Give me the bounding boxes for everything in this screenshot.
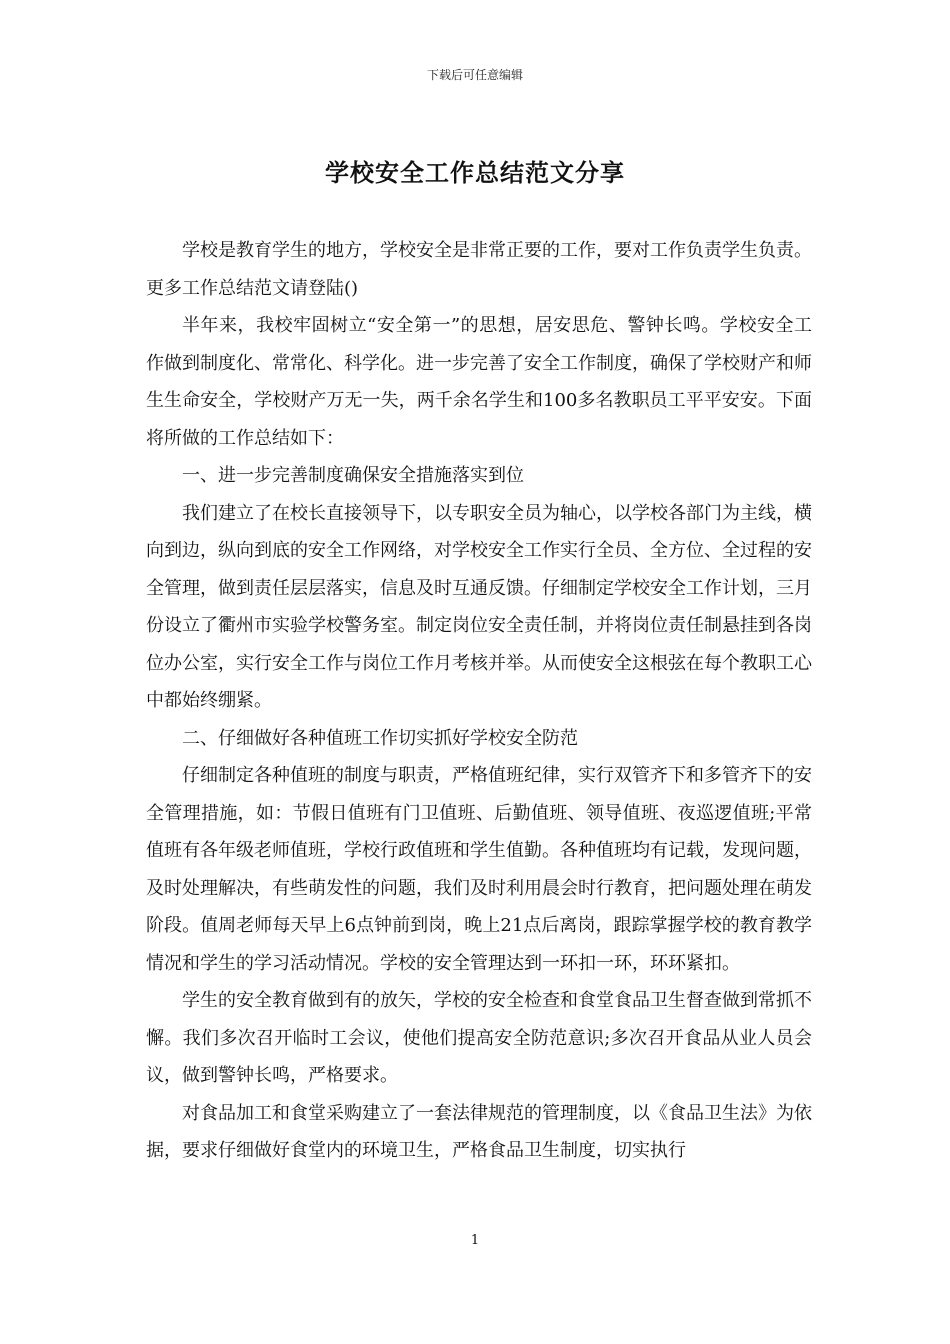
paragraph-food-management: 对食品加工和食堂采购建立了一套法律规范的管理制度，以《食品卫生法》为依据，要求仔细做好食堂内的环境卫生，严格食品卫生制度，切实执行: [146, 1102, 812, 1161]
paragraph-intro: 学校是教育学生的地方，学校安全是非常正要的工作，要对工作负责学生负责。更多工作总结范文请登陆(): [146, 240, 812, 299]
document-title: 学校安全工作总结范文分享: [325, 158, 625, 187]
page-number: 1: [470, 1233, 480, 1248]
paragraph-safety-education: 学生的安全教育做到有的放矢，学校的安全检查和食堂食品卫生督查做到常抓不懈。我们多次召开临时工会议，使他们提高安全防范意识;多次召开食品从业人员会议，做到警钟长鸣，严格要求。: [146, 990, 812, 1086]
document-body: [146, 232, 812, 1170]
paragraph-overview: 半年来，我校牢固树立“安全第一”的思想，居安思危、警钟长鸣。学校安全工作做到制度化、常常化、科学化。进一步完善了安全工作制度，确保了学校财产和师生生命安全，学校财产万无一失，两千余名学生和100多名教职员工平平安安。下面将所做的工作总结如下：: [146, 315, 812, 449]
section-heading-1: 一、进一步完善制度确保安全措施落实到位: [182, 465, 524, 486]
page-header-note: 下载后可任意编辑: [426, 68, 523, 82]
paragraph-section-2: 仔细制定各种值班的制度与职责，严格值班纪律，实行双管齐下和多管齐下的安全管理措施，如：节假日值班有门卫值班、后勤值班、领导值班、夜巡逻值班;平常值班有各年级老师值班，学校行政值班和学生值勤。各种值班均有记载，发现问题，及时处理解决，有些萌发性的问题，我们及时利用晨会时行教育，把问题处理在萌发阶段。值周老师每天早上6点钟前到岗，晚上21点后离岗，跟踪掌握学校的教育教学情况和学生的学习活动情况。学校的安全管理达到一环扣一环，环环紧扣。: [146, 765, 812, 974]
section-heading-2: 二、仔细做好各种值班工作切实抓好学校安全防范: [182, 727, 578, 749]
paragraph-section-1: 我们建立了在校长直接领导下，以专职安全员为轴心，以学校各部门为主线，横向到边，纵向到底的安全工作网络，对学校安全工作实行全员、全方位、全过程的安全管理，做到责任层层落实，信息及时互通反馈。仔细制定学校安全工作计划，三月份设立了衢州市实验学校警务室。制定岗位安全责任制，并将岗位责任制悬挂到各岗位办公室，实行安全工作与岗位工作月考核并举。从而使安全这根弦在每个教职工心中都始终绷紧。: [146, 502, 812, 711]
